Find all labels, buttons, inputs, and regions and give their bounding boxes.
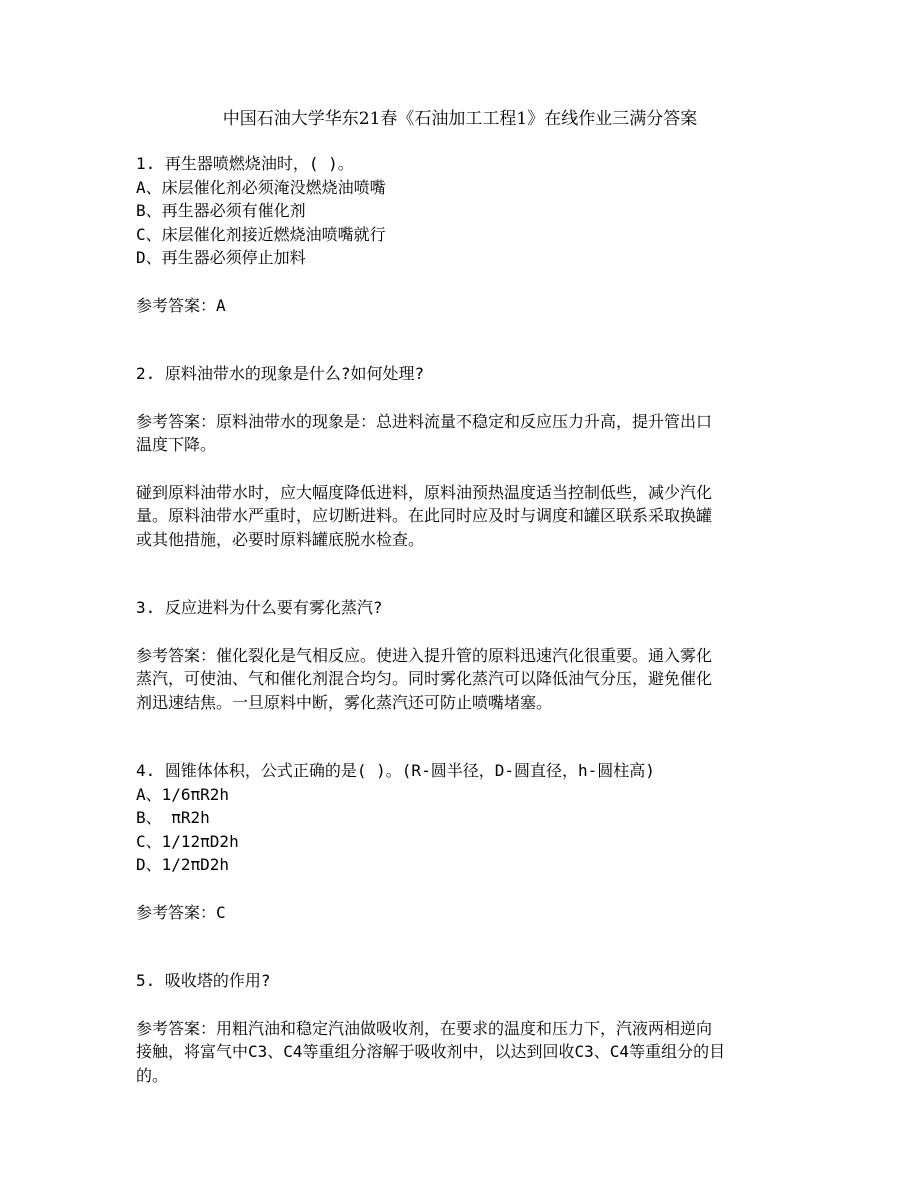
option-d: D、再生器必须停止加料 — [136, 248, 306, 267]
question-stem: 3. 反应进料为什么要有雾化蒸汽? — [136, 598, 383, 617]
question-1 — [136, 152, 796, 317]
answer-line: 参考答案：用粗汽油和稳定汽油做吸收剂，在要求的温度和压力下，汽液两相逆向 — [136, 1018, 713, 1038]
option-b: B、再生器必须有催化剂 — [136, 201, 306, 220]
question-stem: 5. 吸收塔的作用? — [136, 971, 271, 990]
option-d: D、1/2πD2h — [136, 855, 230, 874]
answer-line: 参考答案：原料油带水的现象是：总进料流量不稳定和反应压力升高，提升管出口 — [136, 411, 713, 431]
option-a: A、1/6πR2h — [136, 784, 230, 804]
option-a: A、床层催化剂必须淹没燃烧油喷嘴 — [136, 177, 386, 197]
answer-extra-line: 碰到原料油带水时，应大幅度降低进料，原料油预热温度适当控制低些，减少汽化 — [136, 482, 713, 502]
question-5 — [136, 969, 796, 1087]
document-title: 中国石油大学华东21春《石油加工工程1》在线作业三满分答案 — [222, 109, 698, 129]
question-stem: 1. 再生器喷燃烧油时，( )。 — [136, 154, 354, 173]
option-c: C、床层催化剂接近燃烧油喷嘴就行 — [136, 224, 386, 244]
answer-line: 蒸汽，可使油、气和催化剂混合均匀。同时雾化蒸汽可以降低油气分压，避免催化 — [136, 669, 713, 688]
answer-line: 参考答案：催化裂化是气相反应。使进入提升管的原料迅速汽化很重要。通入雾化 — [136, 645, 713, 665]
answer-line: 的。 — [136, 1065, 169, 1085]
question-3 — [136, 596, 796, 714]
answer: 参考答案：A — [136, 295, 226, 315]
answer-line: 剂迅速结焦。一旦原料中断，雾化蒸汽还可防止喷嘴堵塞。 — [136, 692, 553, 712]
question-stem: 4. 圆锥体体积，公式正确的是( )。(R-圆半径，D-圆直径，h-圆柱高) — [136, 761, 655, 780]
answer-line: 温度下降。 — [136, 435, 217, 454]
question-2 — [136, 362, 796, 551]
question-stem: 2. 原料油带水的现象是什么?如何处理? — [136, 364, 425, 383]
option-c: C、1/12πD2h — [136, 831, 239, 851]
answer-extra-line: 量。原料油带水严重时，应切断进料。在此同时应及时与调度和罐区联系采取换罐 — [136, 506, 713, 525]
question-list — [136, 152, 796, 1087]
answer-extra-line: 或其他措施，必要时原料罐底脱水检查。 — [136, 529, 425, 549]
question-4 — [136, 759, 796, 924]
option-b: B、 πR2h — [136, 808, 210, 827]
answer: 参考答案：C — [136, 902, 226, 922]
answer-line: 接触，将富气中C3、C4等重组分溶解于吸收剂中，以达到回收C3、C4等重组分的目 — [136, 1042, 726, 1061]
